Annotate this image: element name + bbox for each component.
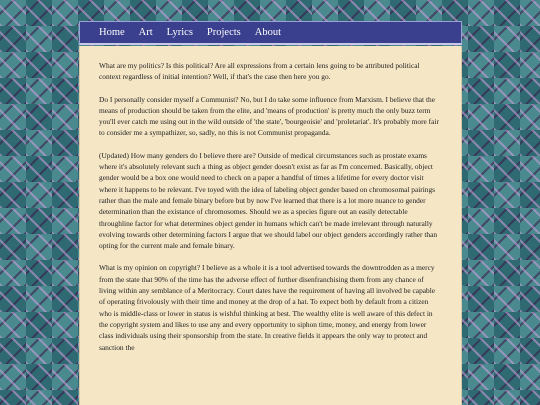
- nav-link-about[interactable]: About: [254, 27, 281, 38]
- top-navigation-bar: [79, 21, 462, 45]
- nav-link-lyrics[interactable]: Lyrics: [166, 27, 193, 38]
- paragraph-gender: (Updated) How many genders do I believe there are? Outside of medical circumstances such as prostate exams where it's absolutely relevant such a thing as object gender doesn't exist as far as I'm concerned. Basically, object gender would be a box one would need to check on a paper a handful of times a lifetime for every doctor visit where it happens to be relevant. I've toyed with the idea of labeling object gender based on chromosomal pairings rather than the male and female binary before but by now I've learned that there is a lot more nuance to gender determination than the existance of chromosomes. Should we as a species figure out an easily detectable throughline factor for what determines object gender in humans which can't be made irrelevant through naturally evolving towards other determining factors I argue that we should label our object genders accordingly rather than opting for the current male and female binary.: [99, 150, 438, 251]
- nav-link-art[interactable]: Art: [138, 27, 153, 38]
- paragraph-politics-intro: What are my politics? Is this political? Are all expressions from a certain lens going to be attributed political context regardless of initial intention? Well, if that's the case then here you go.: [99, 61, 420, 82]
- main-content-panel: [79, 46, 462, 405]
- paragraph-copyright: What is my opinion on copyright? I believe as a whole it is a tool advertised towards the downtrodden as a mercy from the state that 90% of the time has the adverse effect of further disenfranchising them from any chance of living within any semblance of a Meritocracy. Court dates have the requirement of having all involved be capable of operating frivolously with their time and money at the drop of a hat. To expect both by default from a citizen who is middle-class or lower in status is wishful thinking at best. The wealthy elite is well aware of this defect in the copyright system and likes to use any and every opportunity to siphon time, money, and energy from lower class individuals using their sponsorship from the state. In creative fields it appears the only way to protect and sanction the: [99, 263, 436, 352]
- nav-link-projects[interactable]: Projects: [206, 27, 241, 38]
- paragraph-communism: Do I personally consider myself a Communist? No, but I do take some influence from Marxism. I believe that the means of production should be taken from the elite, and 'means of production' is pretty much the only buzz term you'll ever catch me using out in the wild outside of 'the state', 'bourgeoisie' and 'proletariat'. It's probably more fair to consider me a sympathizer, so, sadly, no this is not Communist propaganda.: [99, 94, 439, 138]
- nav-link-home[interactable]: Home: [99, 27, 125, 38]
